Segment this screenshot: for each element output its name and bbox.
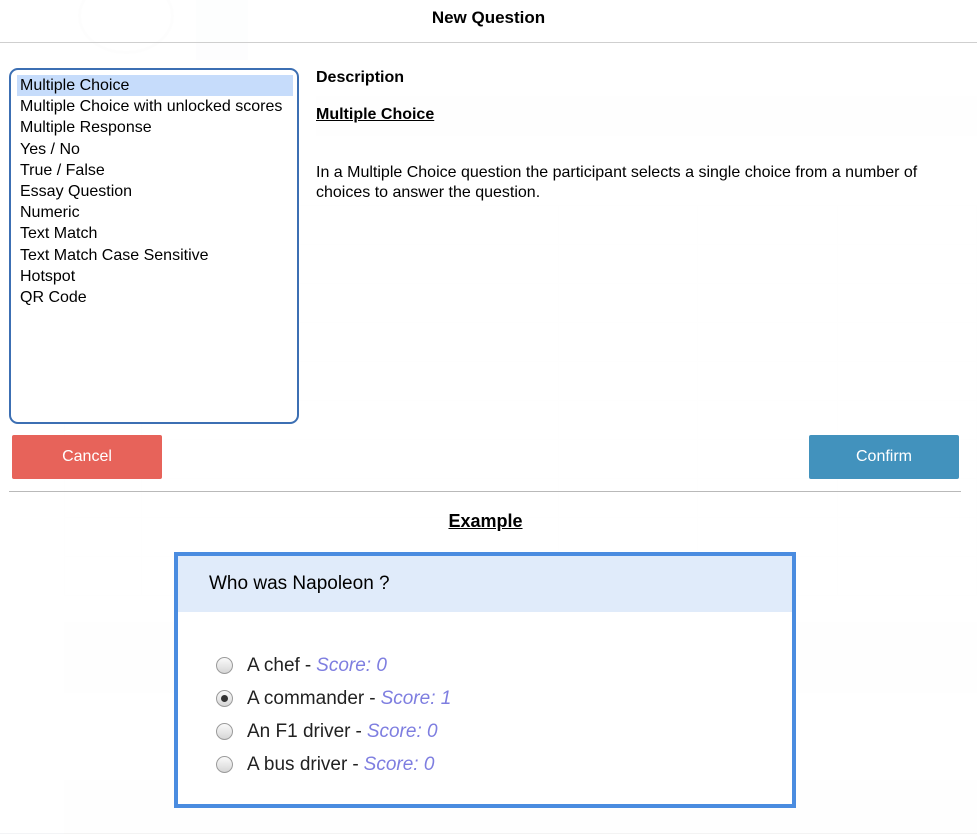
answer-separator: - bbox=[355, 720, 362, 742]
example-answer-text: A commander bbox=[247, 687, 365, 709]
modal-body bbox=[0, 43, 977, 833]
modal-title: New Question bbox=[431, 8, 546, 27]
example-answer-text: A chef bbox=[247, 654, 300, 676]
question-type-option[interactable]: Hotspot bbox=[20, 267, 76, 285]
answer-separator: - bbox=[352, 753, 359, 775]
radio-unchecked-icon[interactable] bbox=[216, 657, 233, 674]
question-type-option[interactable]: Text Match bbox=[20, 225, 98, 243]
radio-unchecked-icon[interactable] bbox=[216, 723, 233, 740]
question-type-option[interactable]: Multiple Choice with unlocked scores bbox=[20, 98, 283, 116]
answer-separator: - bbox=[369, 687, 376, 709]
modal-header bbox=[0, 0, 977, 43]
description-label: Description bbox=[316, 69, 405, 86]
question-type-option[interactable]: Essay Question bbox=[20, 183, 133, 201]
example-answer-score: Score: 0 bbox=[366, 720, 438, 742]
example-answer-text: A bus driver bbox=[247, 753, 348, 775]
example-answer-score: Score: 1 bbox=[380, 687, 452, 709]
divider bbox=[9, 491, 961, 492]
radio-unchecked-icon[interactable] bbox=[216, 756, 233, 773]
question-type-option[interactable]: Text Match Case Sensitive bbox=[20, 246, 209, 264]
description-text: In a Multiple Choice question the participant selects a single choice from a number of choices to answer the question. bbox=[316, 164, 918, 201]
example-title-wrap bbox=[0, 511, 971, 532]
example-question: Who was Napoleon ? bbox=[178, 556, 792, 612]
confirm-button[interactable]: Confirm bbox=[809, 435, 959, 479]
example-answer-row bbox=[216, 649, 792, 682]
radio-checked-icon[interactable] bbox=[216, 690, 233, 707]
example-answer-text: An F1 driver bbox=[247, 720, 351, 742]
example-title: Example bbox=[448, 511, 523, 531]
question-type-option[interactable]: Multiple Response bbox=[20, 119, 152, 137]
example-answer-row bbox=[216, 682, 792, 715]
example-answer-row bbox=[216, 715, 792, 748]
question-type-option[interactable]: QR Code bbox=[20, 289, 87, 307]
description-type-name: Multiple Choice bbox=[316, 106, 435, 123]
answer-separator: - bbox=[304, 654, 312, 676]
question-type-option[interactable]: Multiple Choice bbox=[17, 75, 293, 96]
question-type-list[interactable] bbox=[9, 68, 299, 424]
question-type-option[interactable]: True / False bbox=[20, 161, 105, 179]
example-answers bbox=[178, 612, 792, 781]
example-answer-score: Score: 0 bbox=[316, 654, 387, 676]
cancel-button[interactable]: Cancel bbox=[12, 435, 162, 479]
question-type-option[interactable]: Numeric bbox=[20, 204, 80, 222]
example-answer-score: Score: 0 bbox=[363, 753, 435, 775]
example-card bbox=[174, 552, 796, 808]
example-answer-row bbox=[216, 748, 792, 781]
question-type-option[interactable]: Yes / No bbox=[20, 140, 80, 158]
